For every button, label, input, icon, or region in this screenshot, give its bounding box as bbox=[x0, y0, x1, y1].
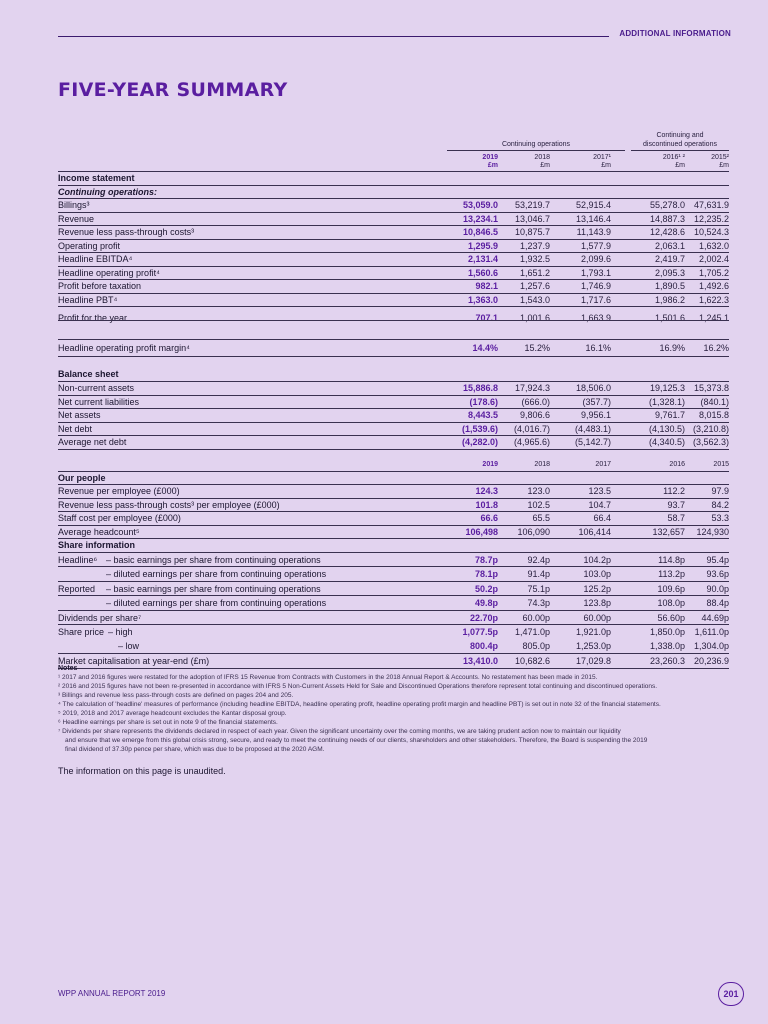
eps-row-value-4: 88.4p bbox=[706, 598, 729, 608]
people-row-label: Revenue per employee (£000) bbox=[58, 486, 180, 496]
share-price-low-row-value-0: 800.4p bbox=[469, 640, 498, 651]
group-header-continuing: Continuing operations bbox=[501, 141, 571, 148]
year-header-row bbox=[58, 154, 729, 172]
balance-row-value-1: 17,924.3 bbox=[514, 383, 550, 393]
people-row bbox=[58, 498, 729, 513]
market-cap-row-value-1: 10,682.6 bbox=[514, 656, 550, 666]
income-row-value-1: 1,543.0 bbox=[519, 294, 550, 305]
margin-row-value-1: 15.2% bbox=[524, 343, 550, 353]
income-row-value-3: 1,501.6 bbox=[654, 313, 685, 323]
balance-row-label: Net assets bbox=[58, 410, 101, 420]
people-row-value-0: 66.6 bbox=[480, 513, 498, 523]
balance-sheet-heading-label: Balance sheet bbox=[58, 369, 119, 379]
balance-row bbox=[58, 435, 729, 450]
year-row-people-1: 2018 bbox=[534, 461, 550, 468]
income-row bbox=[58, 293, 729, 308]
people-row-label: Revenue less pass-through costs³ per employee (£000) bbox=[58, 499, 280, 510]
income-row-label: Headline operating profit⁴ bbox=[58, 267, 160, 278]
year-header-unit: £m bbox=[601, 162, 611, 169]
eps-row-value-0: 78.1p bbox=[474, 569, 498, 579]
eps-row-label2: – diluted earnings per share from continuing operations bbox=[106, 598, 327, 608]
balance-row-value-1: (4,016.7) bbox=[513, 423, 550, 434]
income-row-value-4: 2,002.4 bbox=[698, 254, 729, 264]
income-row-value-4: 47,631.9 bbox=[693, 200, 729, 210]
share-price-low-row bbox=[58, 639, 729, 654]
income-row-value-4: 1,492.6 bbox=[698, 281, 729, 291]
group-rule-continuing-discontinued bbox=[631, 150, 729, 151]
income-row bbox=[58, 279, 729, 294]
eps-row-value-0: 78.7p bbox=[474, 554, 498, 565]
balance-row-value-1: (666.0) bbox=[521, 396, 550, 407]
income-row-label: Revenue bbox=[58, 213, 95, 224]
income-row-value-1: 13,046.7 bbox=[514, 213, 550, 224]
dividends-row-value-1: 60.00p bbox=[522, 612, 550, 623]
people-row-value-2: 66.4 bbox=[593, 513, 611, 523]
balance-row-value-2: 9,956.1 bbox=[580, 410, 611, 420]
balance-row-label: Non-current assets bbox=[58, 383, 135, 393]
income-row-label: Profit for the year bbox=[58, 313, 128, 323]
income-row-value-0: 2,131.4 bbox=[467, 254, 498, 264]
income-row-value-3: 12,428.6 bbox=[649, 227, 685, 237]
income-row-value-3: 1,986.2 bbox=[654, 294, 685, 305]
our-people-heading-label: Our people bbox=[58, 473, 106, 483]
balance-row-label: Net current liabilities bbox=[58, 396, 140, 407]
income-row-value-4: 10,524.3 bbox=[693, 227, 729, 237]
eps-row bbox=[58, 566, 729, 582]
share-info-heading bbox=[58, 538, 729, 553]
eps-row-label2: – basic earnings per share from continuing operations bbox=[106, 583, 321, 594]
margin-row bbox=[58, 339, 729, 357]
balance-row-value-2: (357.7) bbox=[582, 396, 611, 407]
balance-sheet-heading bbox=[58, 367, 729, 381]
eps-row-value-3: 109.6p bbox=[657, 583, 685, 594]
eps-row-label2: – diluted earnings per share from continuing operations bbox=[106, 569, 327, 579]
income-row-label: Headline PBT⁴ bbox=[58, 294, 118, 305]
people-row-value-4: 53.3 bbox=[711, 513, 729, 523]
share-price-low-row-value-3: 1,338.0p bbox=[649, 640, 685, 651]
year-header-year: 2017¹ bbox=[593, 154, 611, 161]
balance-row bbox=[58, 422, 729, 437]
income-row-value-3: 55,278.0 bbox=[649, 200, 685, 210]
income-row-label: Billings³ bbox=[58, 200, 90, 210]
balance-row-value-3: 19,125.3 bbox=[649, 383, 685, 393]
margin-bottom-rule bbox=[58, 356, 729, 357]
income-row-value-2: 1,577.9 bbox=[580, 240, 611, 251]
eps-row-value-3: 108.0p bbox=[657, 598, 685, 608]
margin-row-value-3: 16.9% bbox=[659, 343, 685, 353]
balance-row-value-4: 8,015.8 bbox=[698, 410, 729, 420]
eps-row-value-1: 75.1p bbox=[527, 583, 550, 594]
income-row-label: Revenue less pass-through costs³ bbox=[58, 227, 195, 237]
eps-row-value-0: 50.2p bbox=[474, 583, 498, 594]
income-row bbox=[58, 212, 729, 227]
year-header-1 bbox=[480, 154, 550, 170]
balance-row bbox=[58, 408, 729, 423]
year-header-unit: £m bbox=[487, 162, 498, 169]
eps-row-label1: Reported bbox=[58, 583, 96, 594]
share-price-low-row-value-2: 1,253.0p bbox=[575, 640, 611, 651]
people-row-label: Average headcount⁵ bbox=[58, 526, 140, 537]
market-cap-row-value-2: 17,029.8 bbox=[575, 656, 611, 666]
people-row-value-3: 58.7 bbox=[667, 513, 685, 523]
year-header-year: 2016¹ ² bbox=[662, 154, 685, 161]
eps-row-value-1: 91.4p bbox=[527, 569, 550, 579]
year-header-4 bbox=[659, 154, 729, 170]
footer-report-title: WPP ANNUAL REPORT 2019 bbox=[58, 989, 166, 998]
income-row-value-4: 1,632.0 bbox=[698, 240, 729, 251]
dividends-row-value-0: 22.70p bbox=[469, 612, 498, 623]
note-item: ⁴ The calculation of 'headline' measures of performance (including headline EBITDA, headline operating profit, headline operating profit margin and headline PBT) is set out in note 32 of the financial statements. bbox=[58, 701, 661, 708]
notes-block bbox=[58, 664, 738, 754]
people-row-label: Staff cost per employee (£000) bbox=[58, 513, 181, 523]
income-row-label: Profit before taxation bbox=[58, 281, 142, 291]
note-7-line: final dividend of 37.30p pence per share, which was due to be proposed at the 2020 AGM. bbox=[65, 746, 325, 753]
eps-row-label2: – basic earnings per share from continuing operations bbox=[106, 554, 321, 565]
income-row-label: Operating profit bbox=[58, 240, 121, 251]
balance-row bbox=[58, 395, 729, 410]
income-row-value-1: 1,237.9 bbox=[519, 240, 550, 251]
people-row bbox=[58, 484, 729, 499]
balance-row-label: Average net debt bbox=[58, 437, 127, 447]
income-row-value-1: 10,875.7 bbox=[514, 227, 550, 237]
people-row-value-4: 97.9 bbox=[711, 486, 729, 496]
income-row-label: Headline EBITDA⁴ bbox=[58, 254, 133, 264]
people-row-value-0: 124.3 bbox=[475, 486, 498, 496]
income-row-value-4: 1,245.1 bbox=[698, 313, 729, 323]
share-price-high-row-value-2: 1,921.0p bbox=[575, 627, 611, 637]
dividends-row bbox=[58, 610, 729, 626]
people-row-value-4: 124,930 bbox=[696, 526, 729, 537]
balance-bottom-rule bbox=[58, 449, 729, 450]
balance-row-value-4: (840.1) bbox=[700, 396, 729, 407]
note-item: ¹ 2017 and 2016 figures were restated for the adoption of IFRS 15 Revenue from Contracts with Customers in the 2018 Annual Report & Accounts. No restatement has been made in 2015. bbox=[58, 674, 598, 681]
group-header-continuing-discontinued: Continuing and discontinued operations bbox=[643, 132, 717, 148]
income-row-value-3: 2,095.3 bbox=[654, 267, 685, 278]
income-row-value-2: 52,915.4 bbox=[575, 200, 611, 210]
income-row-value-2: 1,793.1 bbox=[580, 267, 611, 278]
share-price-high-row-value-4: 1,611.0p bbox=[694, 627, 729, 637]
note-item: ⁵ 2019, 2018 and 2017 average headcount excludes the Kantar disposal group. bbox=[58, 710, 287, 717]
share-price-low-row-value-1: 805.0p bbox=[522, 640, 550, 651]
year-header-unit: £m bbox=[675, 162, 685, 169]
people-row-value-0: 106,498 bbox=[465, 526, 498, 537]
market-cap-row-value-3: 23,260.3 bbox=[649, 656, 685, 666]
margin-row-value-2: 16.1% bbox=[585, 343, 611, 353]
continuing-ops-subheading-label: Continuing operations: bbox=[58, 187, 157, 197]
balance-row-value-1: (4,965.6) bbox=[513, 437, 550, 447]
eps-row bbox=[58, 581, 729, 597]
market-cap-row-value-4: 20,236.9 bbox=[693, 656, 729, 666]
margin-row-label: Headline operating profit margin⁴ bbox=[58, 343, 190, 353]
page-title: FIVE-YEAR SUMMARY bbox=[58, 79, 288, 101]
note-item: ² 2016 and 2015 figures have not been re-presented in accordance with IFRS 5 Non-Current Assets Held for Sale and Discontinued Operations therefore represent total continuing and discontinued operations. bbox=[58, 683, 658, 690]
margin-row-value-0: 14.4% bbox=[472, 343, 498, 353]
income-row-value-0: 1,295.9 bbox=[467, 240, 498, 251]
header-rule bbox=[58, 36, 609, 37]
balance-row-label: Net debt bbox=[58, 423, 93, 434]
balance-row-value-4: (3,210.8) bbox=[692, 423, 729, 434]
year-row-people-2: 2017 bbox=[595, 461, 611, 468]
balance-row-value-0: (4,282.0) bbox=[461, 437, 498, 447]
notes-title: Notes bbox=[58, 665, 78, 672]
balance-row-value-3: (4,130.5) bbox=[648, 423, 685, 434]
income-row-value-2: 1,717.6 bbox=[580, 294, 611, 305]
income-row-value-4: 1,622.3 bbox=[698, 294, 729, 305]
income-row-value-2: 2,099.6 bbox=[580, 254, 611, 264]
eps-row-value-4: 90.0p bbox=[706, 583, 729, 594]
share-price-low-row-label2: – low bbox=[118, 640, 140, 651]
margin-row-value-4: 16.2% bbox=[703, 343, 729, 353]
income-row-value-4: 12,235.2 bbox=[693, 213, 729, 224]
market-cap-row-value-0: 13,410.0 bbox=[462, 656, 498, 666]
balance-row-value-3: (4,340.5) bbox=[648, 437, 685, 447]
group-rule-continuing bbox=[447, 150, 625, 151]
eps-row-value-4: 93.6p bbox=[706, 569, 729, 579]
balance-row-value-0: 15,886.8 bbox=[462, 383, 498, 393]
year-header-year: 2015² bbox=[711, 154, 729, 161]
income-row-value-0: 53,059.0 bbox=[462, 200, 498, 210]
income-row bbox=[58, 198, 729, 213]
balance-row-value-1: 9,806.6 bbox=[519, 410, 550, 420]
balance-row-value-0: 8,443.5 bbox=[467, 410, 498, 420]
income-row-value-0: 982.1 bbox=[475, 281, 498, 291]
year-row-people-4: 2015 bbox=[713, 461, 729, 468]
eps-row-value-1: 92.4p bbox=[527, 554, 550, 565]
people-row-value-0: 101.8 bbox=[475, 499, 498, 510]
income-row-value-2: 11,143.9 bbox=[576, 227, 611, 237]
income-row bbox=[58, 252, 729, 267]
income-row-value-1: 1,932.5 bbox=[519, 254, 550, 264]
income-row-value-3: 2,063.1 bbox=[654, 240, 685, 251]
share-price-high-row bbox=[58, 624, 729, 640]
eps-row-label1: Headline⁶ bbox=[58, 554, 98, 565]
income-row-value-2: 1,663.9 bbox=[580, 313, 611, 323]
people-row-value-1: 65.5 bbox=[532, 513, 550, 523]
income-statement-heading bbox=[58, 172, 729, 185]
people-row bbox=[58, 511, 729, 526]
people-row-value-3: 112.2 bbox=[663, 486, 685, 496]
eps-row-value-2: 104.2p bbox=[583, 554, 611, 565]
income-row-value-4: 1,705.2 bbox=[698, 267, 729, 278]
page-number: 201 bbox=[718, 982, 744, 1006]
year-row-people-0: 2019 bbox=[482, 461, 498, 468]
dividends-row-value-3: 56.60p bbox=[657, 612, 685, 623]
year-header-unit: £m bbox=[719, 162, 729, 169]
income-row-value-1: 1,001.6 bbox=[519, 313, 550, 323]
income-row-value-0: 10,846.5 bbox=[462, 227, 498, 237]
our-people-heading bbox=[58, 471, 729, 485]
balance-row bbox=[58, 381, 729, 396]
eps-row-value-1: 74.3p bbox=[527, 598, 550, 608]
balance-row-value-3: 9,761.7 bbox=[654, 410, 685, 420]
year-header-year: 2018 bbox=[534, 154, 550, 161]
dividends-row-label: Dividends per share⁷ bbox=[58, 612, 142, 623]
section-label: ADDITIONAL INFORMATION bbox=[619, 29, 731, 38]
people-row-value-2: 106,414 bbox=[578, 526, 611, 537]
share-price-high-row-value-0: 1,077.5p bbox=[462, 627, 498, 637]
income-row-value-0: 707.1 bbox=[475, 313, 498, 323]
income-row-value-1: 1,257.6 bbox=[519, 281, 550, 291]
balance-row-value-4: (3,562.3) bbox=[692, 437, 729, 447]
note-7-line: ⁷ Dividends per share represents the dividends declared in respect of each year. Given the significant uncertainty over the coming months, we are taking prudent action now to maintain our liquidity bbox=[58, 728, 621, 735]
year-header-year: 2019 bbox=[482, 154, 498, 161]
people-row-value-4: 84.2 bbox=[711, 499, 729, 510]
people-row-value-2: 123.5 bbox=[588, 486, 611, 496]
eps-row-value-3: 113.2p bbox=[658, 569, 685, 579]
eps-row bbox=[58, 595, 729, 611]
notes-list bbox=[58, 673, 738, 754]
dividends-row-value-2: 60.00p bbox=[583, 612, 611, 623]
balance-row-value-0: (178.6) bbox=[469, 396, 498, 407]
year-row-people-3: 2016 bbox=[669, 461, 685, 468]
income-row-value-0: 1,560.6 bbox=[467, 267, 498, 278]
income-row bbox=[58, 266, 729, 281]
income-statement-heading-label: Income statement bbox=[58, 173, 135, 183]
balance-row-value-2: (5,142.7) bbox=[574, 437, 611, 447]
income-row-value-1: 1,651.2 bbox=[519, 267, 550, 278]
income-row-value-0: 13,234.1 bbox=[462, 213, 498, 224]
note-7-line: and ensure that we emerge from this global crisis strong, secure, and ready to meet the continuing needs of our clients, shareholders and other stakeholders. Therefore, the Board is suspending the 2019 bbox=[65, 737, 648, 744]
balance-row-value-4: 15,373.8 bbox=[693, 383, 729, 393]
eps-row bbox=[58, 552, 729, 568]
share-price-high-row-value-3: 1,850.0p bbox=[649, 627, 685, 637]
share-info-heading-label: Share information bbox=[58, 540, 136, 550]
note-item: ⁶ Headline earnings per share is set out in note 9 of the financial statements. bbox=[58, 719, 278, 726]
income-row-value-0: 1,363.0 bbox=[467, 294, 498, 305]
income-row-value-2: 1,746.9 bbox=[580, 281, 611, 291]
share-price-high-row-label1: Share price bbox=[58, 627, 105, 637]
income-row-value-3: 2,419.7 bbox=[654, 254, 685, 264]
balance-row-value-3: (1,328.1) bbox=[648, 396, 685, 407]
year-header-2 bbox=[541, 154, 611, 170]
eps-row-value-4: 95.4p bbox=[706, 554, 729, 565]
balance-row-value-2: (4,483.1) bbox=[574, 423, 611, 434]
people-row-value-3: 132,657 bbox=[652, 526, 685, 537]
people-row-value-1: 102.5 bbox=[527, 499, 550, 510]
income-bottom-rule bbox=[58, 320, 729, 321]
income-row bbox=[58, 306, 729, 329]
income-row-value-3: 1,890.5 bbox=[654, 281, 685, 291]
people-row bbox=[58, 525, 729, 540]
continuing-ops-subheading bbox=[58, 185, 729, 199]
balance-row-value-2: 18,506.0 bbox=[575, 383, 611, 393]
eps-row-value-2: 123.8p bbox=[583, 598, 611, 608]
eps-row-value-0: 49.8p bbox=[474, 598, 498, 608]
income-row-value-2: 13,146.4 bbox=[575, 213, 611, 224]
people-row-value-2: 104.7 bbox=[588, 499, 611, 510]
income-row-value-3: 14,887.3 bbox=[649, 213, 685, 224]
income-row bbox=[58, 225, 729, 240]
income-row-value-1: 53,219.7 bbox=[514, 200, 550, 210]
share-price-high-row-value-1: 1,471.0p bbox=[514, 627, 550, 637]
share-price-high-row-label2: – high bbox=[108, 627, 133, 637]
dividends-row-value-4: 44.69p bbox=[701, 612, 729, 623]
unaudited-statement: The information on this page is unaudited. bbox=[58, 766, 226, 776]
year-header-unit: £m bbox=[540, 162, 550, 169]
share-price-low-row-value-4: 1,304.0p bbox=[693, 640, 729, 651]
eps-row-value-2: 125.2p bbox=[583, 583, 611, 594]
people-row-value-1: 123.0 bbox=[527, 486, 550, 496]
balance-row-value-0: (1,539.6) bbox=[461, 423, 498, 434]
people-row-value-3: 93.7 bbox=[667, 499, 685, 510]
note-item: ³ Billings and revenue less pass-through costs are defined on pages 204 and 205. bbox=[58, 692, 294, 699]
people-row-value-1: 106,090 bbox=[517, 526, 550, 537]
income-row bbox=[58, 239, 729, 254]
eps-row-value-3: 114.8p bbox=[658, 554, 685, 565]
market-cap-row-label: Market capitalisation at year-end (£m) bbox=[58, 656, 210, 666]
eps-row-value-2: 103.0p bbox=[583, 569, 611, 579]
